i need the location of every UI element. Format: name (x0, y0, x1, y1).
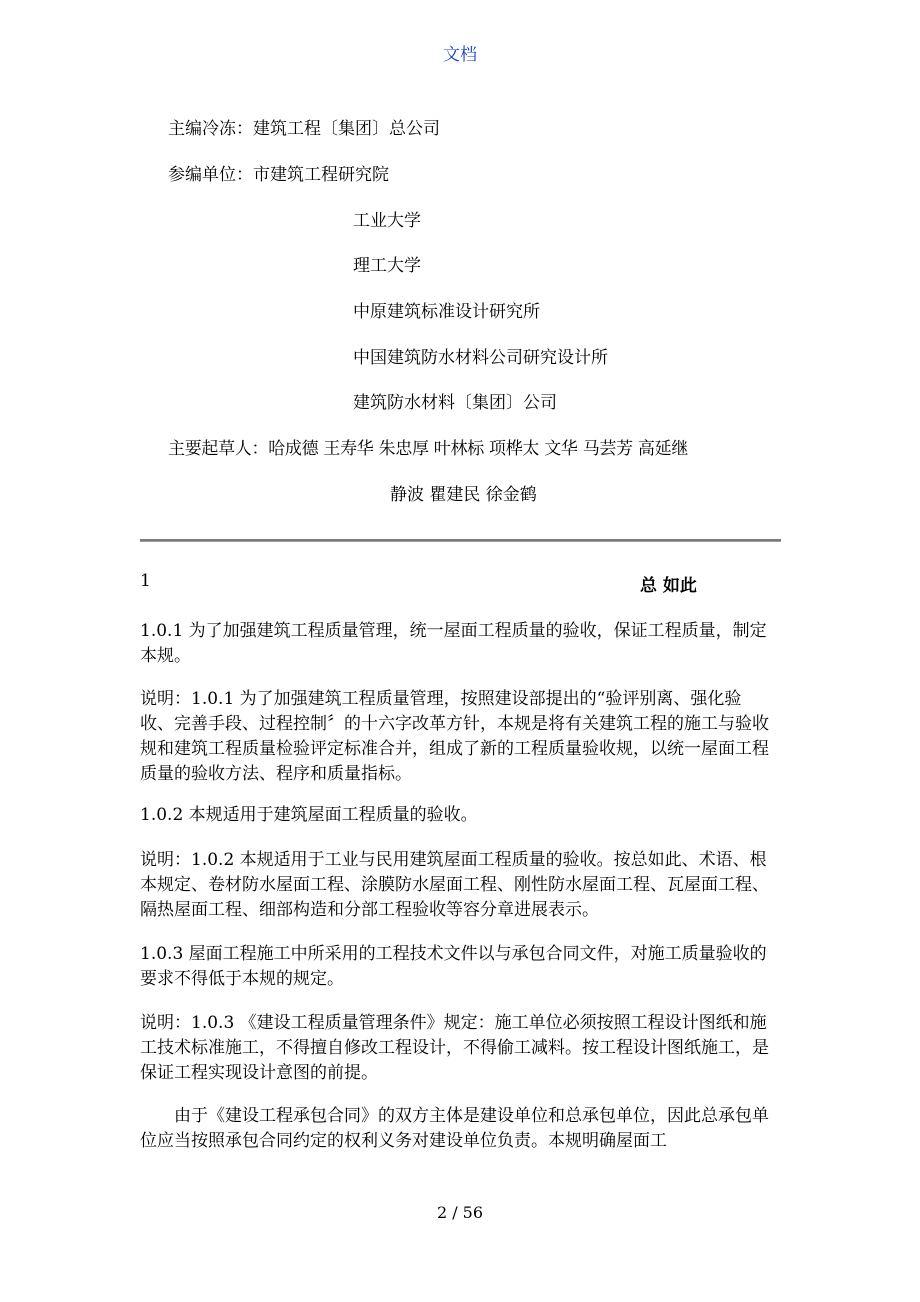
participant-item: 中国建筑防水材料公司研究设计所 (353, 348, 608, 368)
editor-line: 主编冷冻：建筑工程〔集团〕总公司 (168, 119, 440, 139)
clause-1-0-2: 1.0.2 本规适用于建筑屋面工程质量的验收。 (140, 805, 478, 825)
section-title: 总 如此 (640, 576, 697, 596)
participants-line: 参编单位：市建筑工程研究院 (168, 165, 389, 185)
section-number: 1 (140, 571, 151, 591)
clause-1-0-3-note: 说明：1.0.3 《建设工程质量管理条件》规定：施工单位必须按照工程设计图纸和施工技术标准施工，不得擅自修改工程设计，不得偷工减料。按工程设计图纸施工，是保证工程实现设计意图的前提。 (140, 1013, 769, 1083)
clause-1-0-1-note: 说明：1.0.1 为了加强建筑工程质量管理，按照建设部提出的“验评别离、强化验收、完善手段、过程控制〞的十六字改革方针，本规是将有关建筑工程的施工与验收规和建筑工程质量检验评定标准合并，组成了新的工程质量验收规，以统一屋面工程质量的验收方法、程序和质量指标。 (140, 689, 769, 784)
header-document-link[interactable]: 文档 (443, 45, 477, 65)
participant-item: 建筑防水材料〔集团〕公司 (353, 393, 557, 413)
participant-item: 工业大学 (353, 211, 421, 231)
clause-1-0-2-note: 说明：1.0.2 本规适用于工业与民用建筑屋面工程质量的验收。按总如此、术语、根本规定、卷材防水屋面工程、涂膜防水屋面工程、刚性防水屋面工程、瓦屋面工程、隔热屋面工程、细部构造和分部工程验收等容分章进展表示。 (140, 850, 769, 920)
page-number: 2 / 56 (436, 1203, 484, 1222)
participant-item: 中原建筑标准设计研究所 (353, 302, 540, 322)
body-paragraph: 由于《建设工程承包合同》的双方主体是建设单位和总承包单位，因此总承包单位应当按照承包合同约定的权利义务对建设单位负责。本规明确屋面工 (140, 1106, 769, 1151)
clause-1-0-3: 1.0.3 屋面工程施工中所采用的工程技术文件以与承包合同文件，对施工质量验收的要求不得低于本规的规定。 (140, 944, 767, 989)
drafters-line: 主要起草人：哈成德 王寿华 朱忠厚 叶林标 项桦太 文华 马芸芳 高延继 (168, 439, 689, 459)
drafters-line-continued: 静波 瞿建民 徐金鹤 (390, 485, 537, 505)
participant-item: 理工大学 (353, 256, 421, 276)
section-divider (140, 539, 781, 542)
clause-1-0-1: 1.0.1 为了加强建筑工程质量管理，统一屋面工程质量的验收，保证工程质量，制定本规。 (140, 621, 767, 666)
